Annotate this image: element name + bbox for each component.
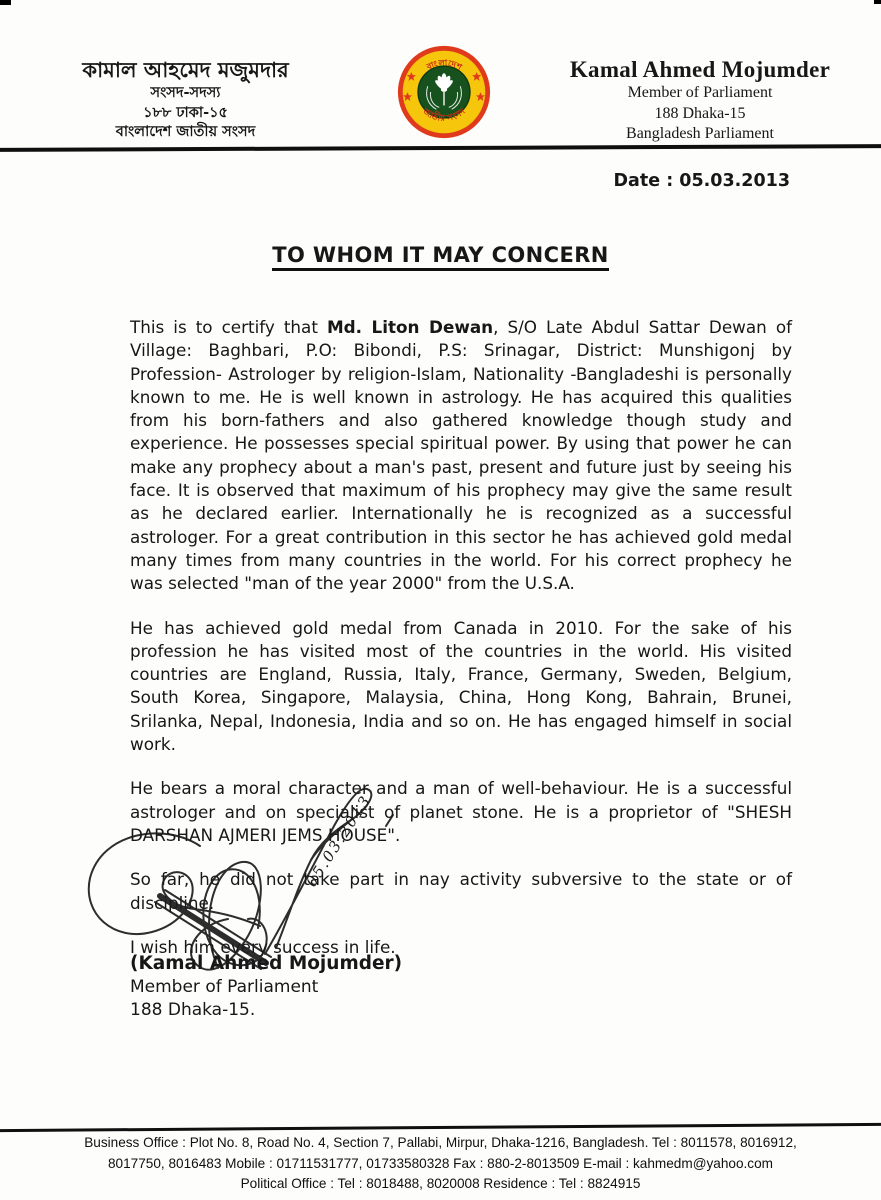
- signature-handwritten-date: 05.03.2013: [302, 791, 376, 891]
- footer-divider-rule: [0, 1123, 881, 1132]
- scan-artifact-top-left: [0, 0, 11, 5]
- scan-artifact-top-right: [874, 0, 881, 4]
- letterhead-english-constituency: 188 Dhaka-15: [654, 104, 746, 122]
- letterhead-bengali-constituency: ১৮৮ ঢাকা-১৫: [143, 104, 228, 121]
- footer-line-business-office: Business Office : Plot No. 8, Road No. 4, Section 7, Pallabi, Mirpur, Dhaka-1216, Bangladesh. Tel : 8011578, 8016912,: [84, 1135, 797, 1150]
- letterhead-divider-rule: [0, 144, 881, 152]
- letterhead-english-name: Kamal Ahmed Mojumder: [569, 57, 831, 82]
- paragraph-2: He has achieved gold medal from Canada in 2010. For the sake of his profession he has visited most of the countries in the world. His visited countries are England, Russia, Italy, France, Germany, Sweden, Belgium, South Korea, Singapore, Malaysia, China, Hong Kong, Bahrain, Brunei, Srilanka, Nepal, Indonesia, India and so on. He has engaged himself in social work.: [130, 617, 792, 755]
- footer-contact-block: [0, 1133, 881, 1195]
- letterhead-bengali-name: কামাল আহমেদ মজুমদার: [82, 58, 289, 82]
- letter-title: TO WHOM IT MAY CONCERN: [272, 243, 609, 271]
- paragraph-5: I wish him every success in life.: [130, 936, 396, 957]
- letterhead-bengali-parliament: বাংলাদেশ জাতীয় সংসদ: [115, 124, 256, 140]
- p1-prefix: This is to certify that: [130, 317, 327, 337]
- letter-body: [130, 316, 792, 959]
- signatory-title: Member of Parliament: [130, 977, 319, 997]
- letterhead-english-parliament: Bangladesh Parliament: [626, 125, 774, 142]
- subject-name: Md. Liton Dewan: [326, 317, 494, 337]
- paragraph-1: [130, 316, 792, 596]
- p1-rest: , S/O Late Abdul Sattar Dewan of Village: Baghbari, P.O: Bibondi, P.S: Srinagar, District: Munshigonj by Profession- Astrologer by religion-Islam, Nationality -Bangladeshi is personally known to me. He is well known in astrology. He has acquired this qualities from his born-fathers and also gathered knowledge though study and experience. He possesses special spiritual power. By using that power he can make any prophecy about a man's past, present and future just by seeing his face. It is observed that maximum of his prophecy may give the same result as he declared earlier. Internationally he is recognized as a successful astrologer. For a great contribution in this sector he has achieved gold medal many times from many countries in the world. For his correct prophecy he was selected "man of the year 2000" from the U.S.A.: [130, 317, 793, 594]
- emblem-top-text: বাংলাদেশ: [425, 58, 463, 74]
- signatory-block: [130, 951, 402, 1022]
- footer-line-phones-email: 8017750, 8016483 Mobile : 01711531777, 01733580328 Fax : 880-2-8013509 E-mail : kahmedm@yahoo.com: [107, 1155, 773, 1171]
- signatory-address: 188 Dhaka-15.: [130, 1000, 256, 1020]
- emblem-bottom-text: জাতীয় সংসদ: [420, 106, 468, 124]
- letter-date: Date : 05.03.2013: [613, 171, 790, 191]
- signatory-name: (Kamal Ahmed Mojumder): [130, 953, 403, 974]
- footer-line-political-office: Political Office : Tel : 8018488, 8020008 Residence : Tel : 8824915: [240, 1176, 641, 1191]
- letterhead-english-designation: Member of Parliament: [627, 84, 773, 101]
- letterhead-english-block: [540, 56, 860, 145]
- parliament-emblem-icon: [396, 44, 492, 140]
- paragraph-3: He bears a moral character and a man of well-behaviour. He is a successful astrologer and on specialist of planet stone. He is a proprietor of "SHESH DARSHAN AJMERI JEMS HOUSE".: [130, 778, 792, 845]
- letterhead-bengali-block: [68, 56, 303, 143]
- letterhead-bengali-designation: সংসদ-সদস্য: [150, 85, 221, 101]
- paragraph-4: So far, he did not take part in nay activity subversive to the state or of discipline.: [130, 869, 792, 913]
